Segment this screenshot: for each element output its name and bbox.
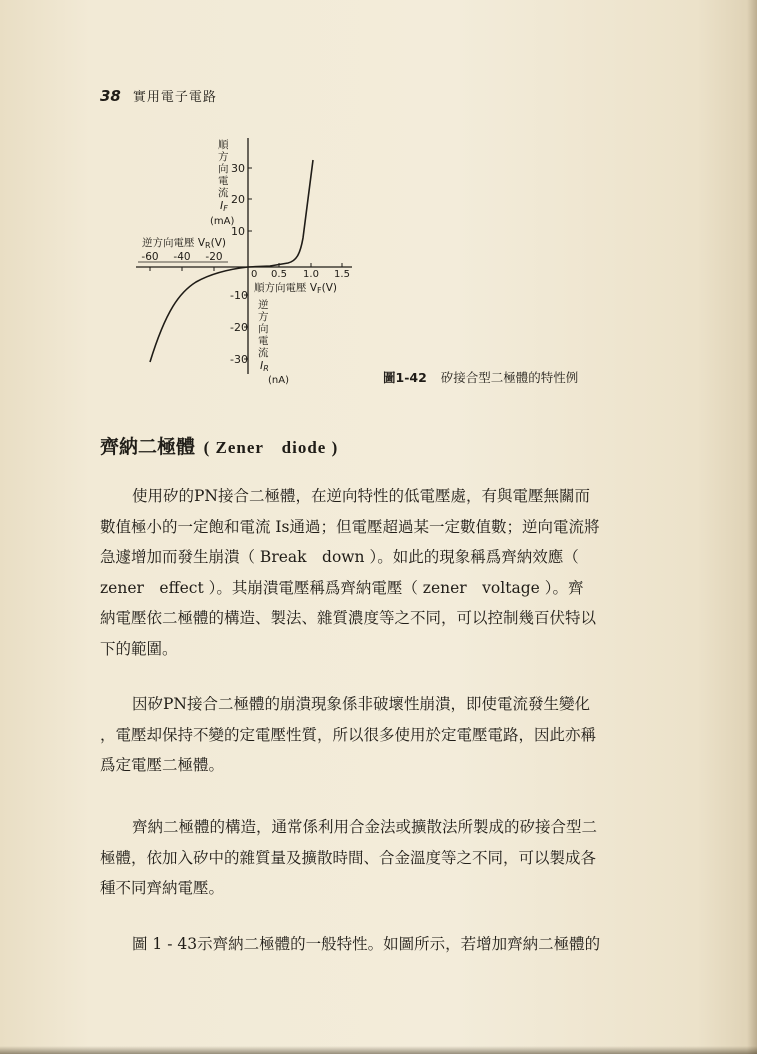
section-title-en: ( Zener diode ) [203, 438, 339, 457]
paragraph-constant-voltage [100, 689, 666, 781]
y-tick-neg20: -20 [230, 321, 248, 334]
text-line: 因矽PN接合二極體的崩潰現象係非破壞性崩潰，即使電流發生變化 [132, 695, 590, 713]
forward-voltage-label: 順方向電壓 VF(V) [254, 282, 338, 295]
svg-text:順: 順 [218, 139, 229, 151]
text-line: 使用矽的PN接合二極體，在逆向特性的低電壓處，有與電壓無關而 [132, 487, 590, 505]
figure-number: 圖1-42 [383, 370, 427, 385]
svg-text:逆: 逆 [258, 299, 269, 311]
section-title-zh: 齊納二極體 [100, 436, 196, 458]
reverse-curve [150, 267, 248, 362]
paragraph-construction [100, 812, 666, 904]
text-line: 爲定電壓二極體。 [100, 756, 225, 774]
section-heading [100, 432, 338, 459]
y-tick-neg30: -30 [230, 353, 248, 366]
y-tick-neg10: -10 [230, 289, 248, 302]
svg-text:電: 電 [218, 175, 229, 187]
x-tick-neg40: -40 [173, 251, 191, 263]
forward-curve [248, 160, 313, 267]
svg-text:IF: IF [220, 199, 228, 213]
iv-curve-graph [120, 130, 380, 390]
reverse-current-label [258, 298, 289, 386]
svg-text:(nA): (nA) [268, 375, 289, 386]
book-title: 實用電子電路 [132, 90, 217, 105]
x-tick-0-5: 0.5 [271, 269, 287, 280]
page-bottom-shadow [0, 1046, 757, 1054]
svg-text:方: 方 [258, 311, 269, 323]
text-line: 圖 1 - 43示齊納二極體的一般特性。如圖所示，若增加齊納二極體的 [132, 935, 601, 953]
y-tick-20: 20 [231, 193, 245, 206]
reverse-voltage-label: 逆方向電壓 VR(V) [142, 237, 226, 250]
figure-caption-text: 矽接合型二極體的特性例 [440, 370, 579, 385]
svg-text:流: 流 [258, 347, 269, 359]
x-tick-0: 0 [251, 269, 258, 280]
svg-text:電: 電 [258, 335, 269, 347]
svg-text:IR: IR [260, 359, 269, 373]
figure-caption [383, 368, 578, 386]
running-header [100, 86, 217, 108]
svg-text:(mA): (mA) [210, 216, 235, 227]
y-tick-10: 10 [231, 225, 245, 238]
text-line: 下的範圍。 [100, 639, 178, 658]
paragraph-zener-effect [100, 481, 666, 664]
x-tick-neg60: -60 [141, 251, 159, 263]
diode-characteristic-figure [120, 130, 380, 390]
text-line: ，電壓却保持不變的定電壓性質，所以很多使用於定電壓電路，因此亦稱 [100, 725, 597, 744]
text-line: 齊納二極體的構造，通常係利用合金法或擴散法所製成的矽接合型二 [132, 818, 598, 836]
page-edge-shadow [747, 0, 757, 1054]
forward-current-label [210, 139, 234, 227]
y-tick-30: 30 [231, 162, 245, 175]
svg-text:方: 方 [218, 151, 229, 163]
text-line: 極體，依加入矽中的雜質量及擴散時間、合金溫度等之不同，可以製成各 [100, 848, 597, 867]
text-line: 納電壓依二極體的構造、製法、雜質濃度等之不同，可以控制幾百伏特以 [100, 609, 597, 627]
svg-text:流: 流 [218, 187, 229, 199]
text-line: 種不同齊納電壓。 [100, 879, 225, 897]
text-line: 急遽增加而發生崩潰（ Break down ）。如此的現象稱爲齊納效應（ [100, 548, 579, 566]
svg-text:向: 向 [218, 163, 229, 175]
x-tick-1-0: 1.0 [303, 269, 319, 280]
x-tick-1-5: 1.5 [334, 269, 350, 280]
svg-text:向: 向 [258, 323, 269, 335]
paragraph-figure-ref [100, 929, 666, 960]
x-tick-neg20: -20 [205, 251, 223, 263]
text-line: zener effect ）。其崩潰電壓稱爲齊納電壓（ zener voltage ）。齊 [100, 578, 584, 597]
text-line: 數值極小的一定飽和電流 Is通過；但電壓超過某一定數值數；逆向電流將 [100, 517, 600, 536]
page-number: 38 [100, 87, 121, 105]
